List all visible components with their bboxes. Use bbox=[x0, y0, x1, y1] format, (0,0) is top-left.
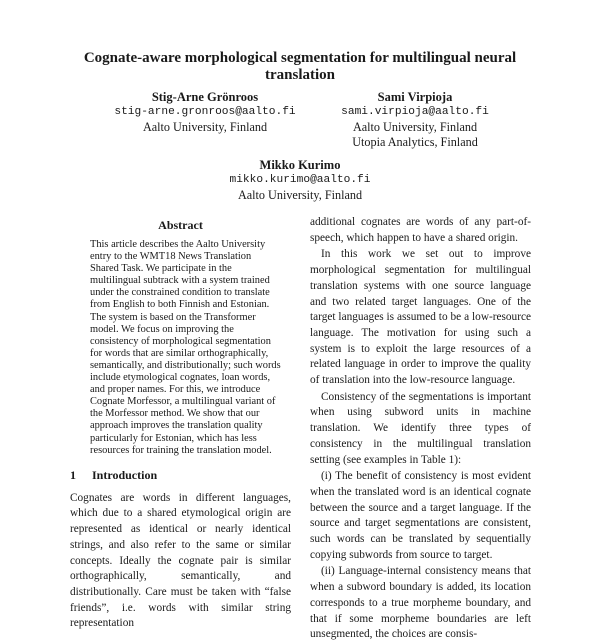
paragraph: (i) The benefit of consistency is most evident when the translated word is an identical cognate between the source and a target language. If the source and target segmentations are consistent, such words can be translated by sequentially copying subwords from source to target. bbox=[310, 470, 531, 561]
section-heading bbox=[70, 468, 291, 483]
author-block-1 bbox=[110, 90, 300, 135]
intro-paragraph: Cognates are words in different languages, which due to a shared etymological origin are represented as identical or nearly identical strings, and also refer to the same or similar concepts. Ideally the cognate pair is similar orthographically, semantically, and distributionally. Care must be taken with “false friends”, i.e. words with similar string representation bbox=[70, 491, 291, 630]
author-affiliation: Utopia Analytics, Finland bbox=[352, 135, 478, 149]
section-title: Introduction bbox=[92, 467, 158, 482]
author-name: Sami Virpioja bbox=[377, 90, 453, 104]
author-affiliation: Aalto University, Finland bbox=[352, 120, 478, 134]
paragraph: Consistency of the segmentations is important when using subword units in machine translation. We identify three types of consistency in the multilingual translation setting (see examples in Table 1): bbox=[310, 390, 531, 466]
paper-title: Cognate-aware morphological segmentation for multilingual neural translation bbox=[83, 50, 517, 83]
author-affiliation: Aalto University, Finland bbox=[142, 120, 268, 134]
author-name: Stig-Arne Grönroos bbox=[151, 90, 259, 104]
left-column bbox=[70, 218, 291, 632]
author-email[interactable]: stig-arne.gronroos@aalto.fi bbox=[114, 106, 296, 118]
author-block-3 bbox=[200, 158, 400, 203]
right-column bbox=[310, 215, 531, 644]
author-affiliation: Aalto University, Finland bbox=[237, 188, 363, 202]
paragraph: (ii) Language-internal consistency means that when a subword boundary is added, its location corresponds to a true morpheme boundary, and that if some morpheme boundaries are left unsegmented, the choices are consis- bbox=[310, 565, 531, 641]
section-number: 1 bbox=[70, 467, 76, 482]
author-name: Mikko Kurimo bbox=[259, 158, 341, 172]
author-email[interactable]: sami.virpioja@aalto.fi bbox=[341, 106, 489, 118]
paragraph: In this work we set out to improve morphological segmentation for multilingual translation systems with one source language and two related target languages. One of the target languages is assumed to be a low-resource language. The motivation for using such a system is to exploit the large resources of a related language in order to improve the quality of translation into the low-resource language. bbox=[310, 248, 531, 387]
paragraph-continued: additional cognates are words of any part-of-speech, which happen to have a shared origin. bbox=[310, 216, 531, 244]
abstract-heading: Abstract bbox=[158, 218, 203, 232]
abstract-text: This article describes the Aalto University entry to the WMT18 News Translation Shared Task. We participate in the multilingual subtrack with a system trained under the constrained condition to translate from English to both Finnish and Estonian. The system is based on the Transformer model. We focus on improving the consistency of morphological segmentation for words that are similar orthographically, semantically, and distributionally; such words include etymological cognates, loan words, and proper names. For this, we introduce Cognate Morfessor, a multilingual variant of the Morfessor method. We show that our approach improves the translation quality particularly for Estonian, which has less resources for training the translation model. bbox=[90, 239, 281, 456]
author-block-2 bbox=[315, 90, 515, 150]
author-email[interactable]: mikko.kurimo@aalto.fi bbox=[229, 174, 371, 186]
